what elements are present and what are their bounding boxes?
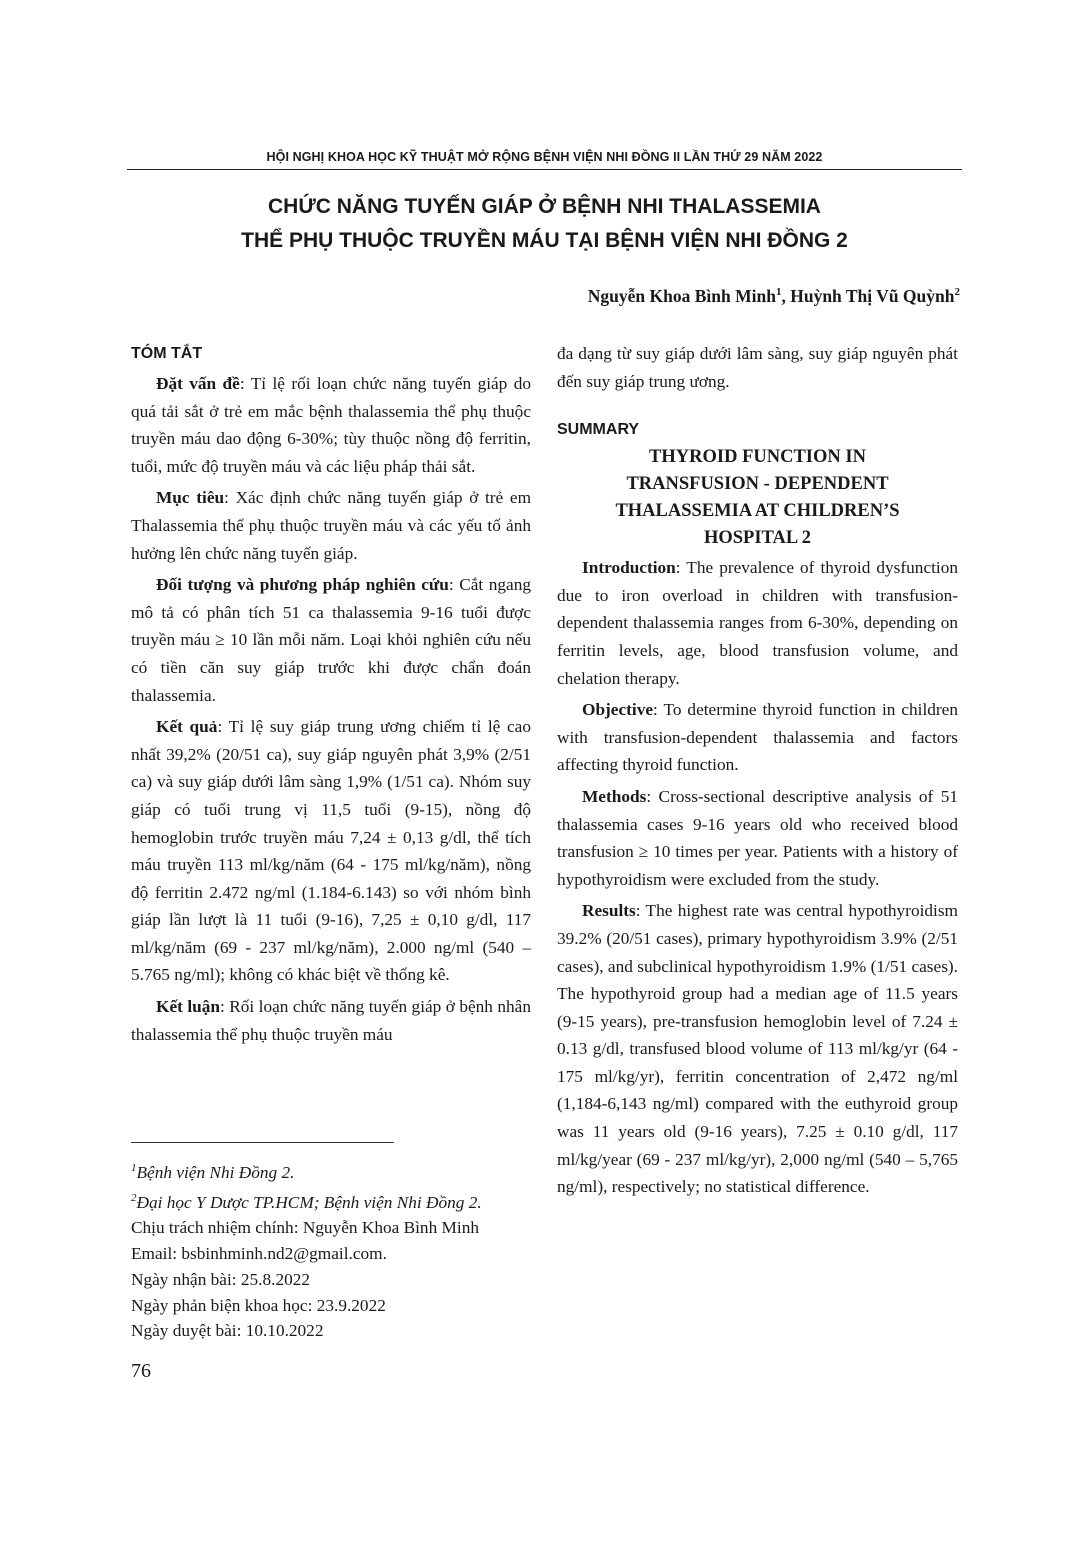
english-title-line: THALASSEMIA AT CHILDREN’S — [615, 501, 900, 522]
accepted-date: Ngày duyệt bài: 10.10.2022 — [131, 1321, 324, 1341]
abstract-label: Đối tượng và phương pháp nghiên cứu — [156, 575, 449, 595]
left-column — [131, 340, 531, 1052]
abstract-text: : Xác định chức năng tuyến giáp ở trẻ em Thalassemia thể phụ thuộc truyền máu và các yếu tố ảnh hưởng lên chức năng tuyến giáp. — [131, 488, 532, 563]
abstract-text: : Tỉ lệ suy giáp trung ương chiếm tỉ lệ cao nhất 39,2% (20/51 ca), suy giáp nguyên phát 3,9% (2/51 ca) và suy giáp dưới lâm sàng 1,9% (1/51 ca). Nhóm suy giáp có tuổi trung vị 11,5 tuổi (9-15), nồng độ hemoglobin trước truyền máu 7,24 ± 0,13 g/dl, thể tích máu truyền 113 ml/kg/năm (64 - 175 ml/kg/năm), nồng độ ferritin 2.472 ng/ml (1.184-6.143) so với nhóm bình giáp lần lượt là 11 tuổi (9-16), 7,25 ± 0,10 g/dl, 117 ml/kg/năm (69 - 237 ml/kg/năm), 2.000 ng/ml (540 – 5.765 ng/ml); không có khác biệt về thống kê. — [131, 717, 531, 985]
author-affiliation-mark: 1 — [775, 286, 782, 299]
abstract-label: Mục tiêu — [156, 488, 225, 508]
affiliation-mark: 2 — [131, 1191, 137, 1204]
article-title — [127, 190, 962, 258]
summary-paragraph — [557, 696, 958, 779]
abstract-text: : Tỉ lệ rối loạn chức năng tuyến giáp do quá tải sắt ở trẻ em mắc bệnh thalassemia thể phụ thuộc truyền máu dao động 6-30%; tùy thuộc nồng độ ferritin, tuổi, mức độ truyền máu và các liệu pháp thải sắt. — [131, 374, 531, 476]
abstract-paragraph — [131, 713, 531, 989]
review-date: Ngày phản biện khoa học: 23.9.2022 — [131, 1295, 386, 1315]
author-affiliation-mark: 2 — [954, 286, 960, 299]
page-number: 76 — [131, 1360, 151, 1382]
affiliation-text: Bệnh viện Nhi Đồng 2. — [136, 1162, 295, 1182]
summary-label: Methods — [582, 786, 647, 806]
abstract-paragraph — [131, 571, 531, 709]
summary-label: Introduction — [582, 558, 676, 578]
abstract-label: Kết luận — [156, 997, 220, 1017]
summary-text: : The prevalence of thyroid dysfunction due to iron overload in children with transfusion-dependent thalassemia ranges from 6-30%, depending on ferritin levels, age, blood transfusion volume, and chelation therapy. — [557, 558, 958, 688]
abstract-continuation: đa dạng từ suy giáp dưới lâm sàng, suy giáp nguyên phát đến suy giáp trung ương. — [557, 344, 958, 391]
affiliation-text: Đại học Y Dược TP.HCM; Bệnh viện Nhi Đồng 2. — [136, 1192, 482, 1212]
summary-paragraph — [557, 554, 958, 692]
abstract-label: Kết quả — [156, 717, 218, 737]
summary-heading: SUMMARY — [557, 421, 640, 439]
english-title-line: THYROID FUNCTION IN — [649, 447, 866, 468]
footnote-rule — [131, 1142, 394, 1143]
abstract-text: : Cắt ngang mô tả có phân tích 51 ca thalassemia 9-16 tuổi được truyền máu ≥ 10 lần mỗi năm. Loại khỏi nghiên cứu nếu có tiền căn suy giáp trước khi được chẩn đoán thalassemia. — [131, 575, 531, 705]
summary-paragraph — [557, 897, 958, 1201]
abstract-paragraph — [131, 484, 531, 567]
author-separator: , — [781, 286, 791, 306]
abstract-paragraph — [131, 993, 531, 1048]
english-title-line: HOSPITAL 2 — [703, 528, 812, 549]
received-date: Ngày nhận bài: 25.8.2022 — [131, 1269, 311, 1289]
summary-text: : To determine thyroid function in children with transfusion-dependent thalassemia and factors affecting thyroid function. — [557, 700, 958, 775]
affiliation-mark: 1 — [131, 1162, 137, 1174]
affiliation-footnote — [131, 1186, 551, 1216]
running-header: HỘI NGHỊ KHOA HỌC KỸ THUẬT MỞ RỘNG BỆNH VIỆN NHI ĐỒNG II LẦN THỨ 29 NĂM 2022 — [266, 150, 823, 164]
abstract-paragraph — [131, 370, 531, 480]
header-rule — [127, 169, 962, 170]
corresponding-author: Chịu trách nhiệm chính: Nguyễn Khoa Bình Minh — [131, 1218, 479, 1238]
abstract-text: : Rối loạn chức năng tuyến giáp ở bệnh nhân thalassemia thể phụ thuộc truyền máu — [131, 997, 531, 1044]
summary-label: Results — [582, 901, 636, 921]
abstract-heading: TÓM TẮT — [131, 345, 203, 362]
author-name: Nguyễn Khoa Bình Minh — [587, 286, 776, 306]
abstract-label: Đặt vấn đề — [156, 374, 240, 393]
title-line: THỂ PHỤ THUỘC TRUYỀN MÁU TẠI BỆNH VIỆN NHI ĐỒNG 2 — [241, 229, 848, 252]
summary-text: : The highest rate was central hypothyroidism 39.2% (20/51 cases), primary hypothyroidism 3.9% (2/51 cases), and subclinical hypothyroidism 1.9% (1/51 cases). The hypothyroid group had a median age of 11.5 years (9-15 years), pre-transfusion hemoglobin level of 7.24 ± 0.13 g/dl, transfused blood volume of 113 ml/kg/yr (64 - 175 ml/kg/yr), ferritin concentration of 2,472 ng/ml (1,184-6,143 ng/ml) compared with the euthyroid group was 11 years old (9-16 years), 7.25 ± 0.10 g/dl, 117 ml/kg/year (69 - 237 ml/kg/yr), 2,000 ng/ml (540 – 5,765 ng/ml), respectively; no statistical difference. — [557, 901, 958, 1197]
summary-paragraph — [557, 783, 958, 893]
english-title — [557, 444, 958, 552]
author-name: Huỳnh Thị Vũ Quỳnh — [790, 286, 955, 306]
summary-label: Objective — [582, 700, 654, 720]
footnotes — [131, 1156, 551, 1344]
english-title-line: TRANSFUSION - DEPENDENT — [626, 474, 889, 495]
right-column — [557, 340, 958, 1205]
title-line: CHỨC NĂNG TUYẾN GIÁP Ở BỆNH NHI THALASSEMIA — [268, 195, 821, 218]
affiliation-footnote — [131, 1156, 551, 1186]
author-list — [588, 286, 960, 307]
email-line: Email: bsbinhminh.nd2@gmail.com. — [131, 1243, 387, 1263]
summary-text: : Cross-sectional descriptive analysis of 51 thalassemia cases 9-16 years old who received blood transfusion ≥ 10 times per year. Patients with a history of hypothyroidism were excluded from the study. — [557, 786, 958, 889]
